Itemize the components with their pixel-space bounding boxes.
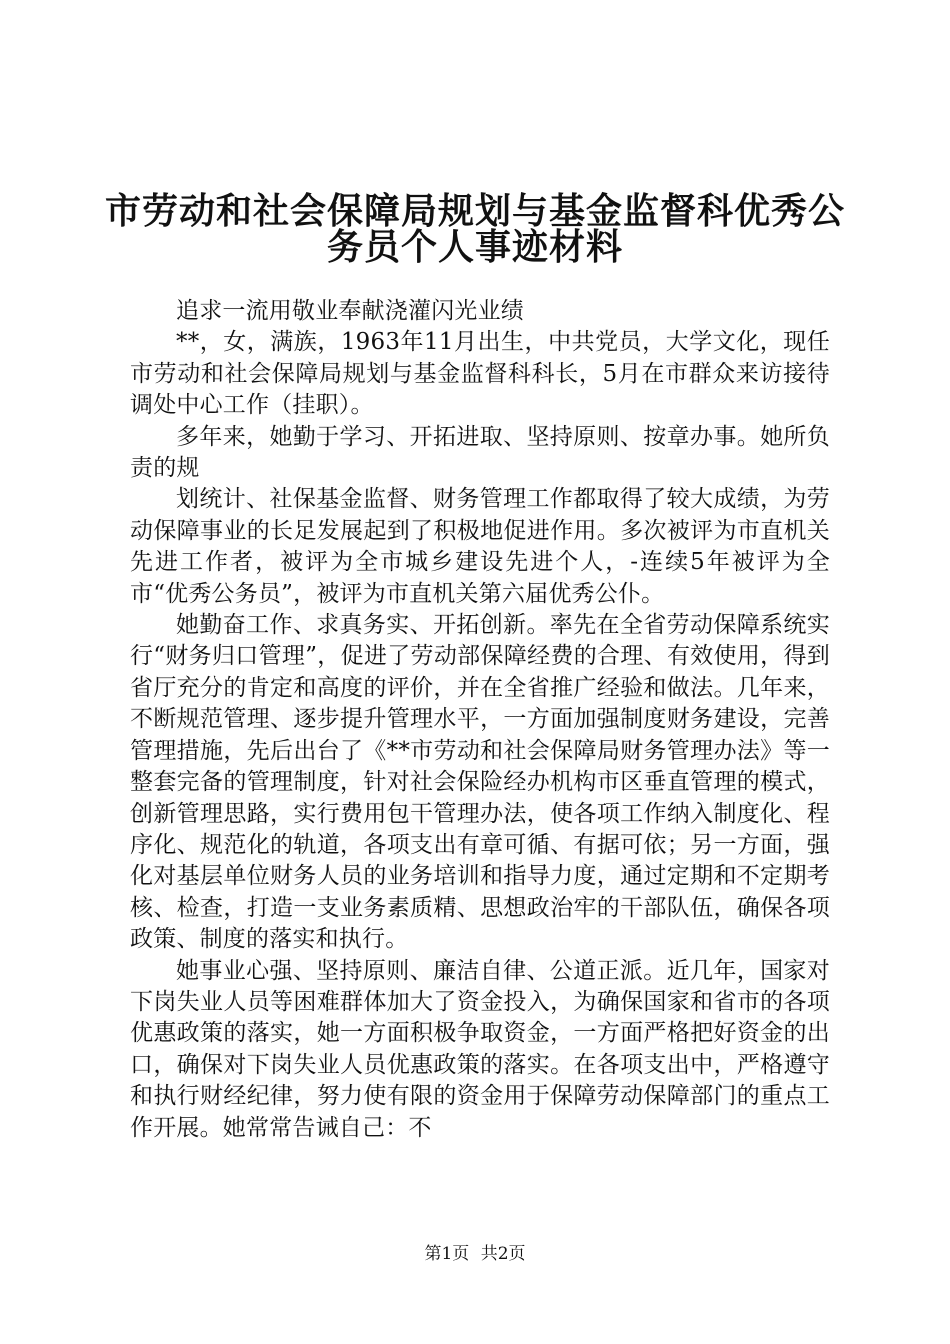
paragraph-innovation: 她勤奋工作、求真务实、开拓创新。率先在全省劳动保障系统实行“财务归口管理”，促进了劳动部保障经费的合理、有效使用，得到省厅充分的肯定和高度的评价，并在全省推广经验和做法。几年来，不断规范管理、逐步提升管理水平，一方面加强制度财务建设，完善管理措施，先后出台了《**市劳动和社会保障局财务管理办法》等一整套完备的管理制度，针对社会保险经办机构市区垂直管理的模式，创新管理思路，实行费用包干管理办法，使各项工作纳入制度化、程序化、规范化的轨道，各项支出有章可循、有据可依；另一方面，强化对基层单位财务人员的业务培训和指导力度，通过定期和不定期考核、检查，打造一支业务素质精、思想政治牢的干部队伍，确保各项政策、制度的落实和执行。 [130,612,830,953]
paragraph-integrity: 她事业心强、坚持原则、廉洁自律、公道正派。近几年，国家对下岗失业人员等困难群体加大了资金投入，为确保国家和省市的各项优惠政策的落实，她一方面积极争取资金，一方面严格把好资金的出口，确保对下岗失业人员优惠政策的落实。在各项支出中，严格遵守和执行财经纪律，努力使有限的资金用于保障劳动保障部门的重点工作开展。她常常告诫自己：不 [130,957,830,1141]
page-number-current: 第1页 [424,1244,470,1264]
page-number-total: 共2页 [480,1244,526,1264]
document-title-line-1: 市劳动和社会保障局规划与基金监督科优秀公 [104,191,845,232]
paragraph-subtitle: 追求一流用敬业奉献浇灌闪光业绩 [176,298,524,324]
document-title-line-2: 务员个人事迹材料 [326,227,623,268]
paragraph-profile: **，女，满族，1963年11月出生，中共党员，大学文化，现任市劳动和社会保障局规划与基金监督科科长，5月在市群众来访接待调处中心工作（挂职）。 [130,329,830,419]
paragraph-summary: 多年来，她勤于学习、开拓进取、坚持原则、按章办事。她所负责的规 [130,423,830,482]
page-footer [0,1242,950,1266]
document-body [130,296,830,1144]
paragraph-achievements: 划统计、社保基金监督、财务管理工作都取得了较大成绩，为劳动保障事业的长足发展起到了积极地促进作用。多次被评为市直机关先进工作者，被评为全市城乡建设先进个人，-连续5年被评为全市“优秀公务员”，被评为市直机关第六届优秀公仆。 [130,486,830,607]
